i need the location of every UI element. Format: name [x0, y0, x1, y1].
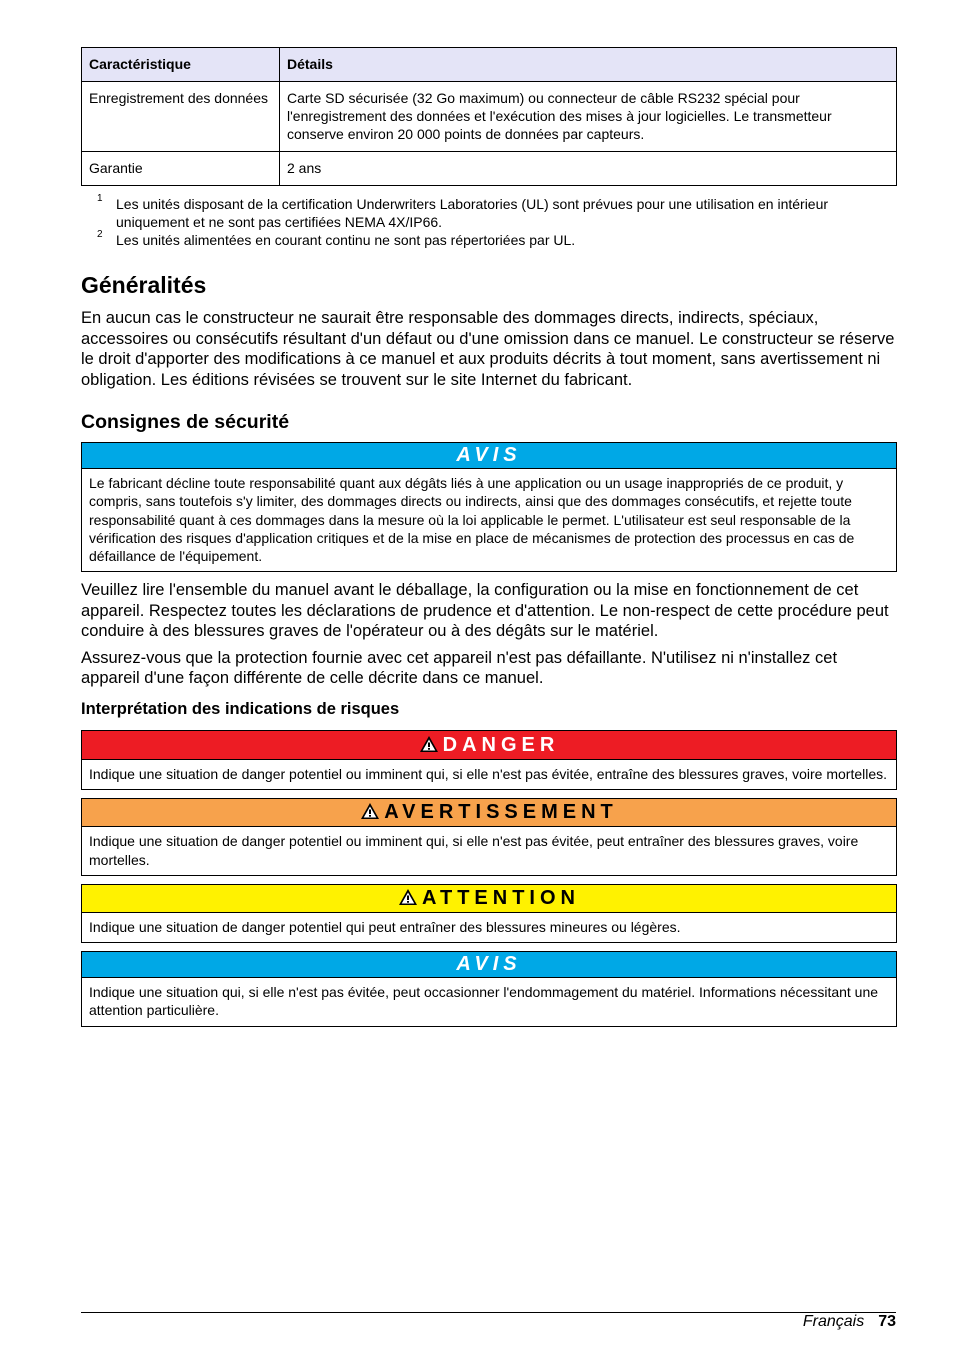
table-row [82, 82, 897, 152]
spec-table [81, 47, 897, 186]
warning-triangle-icon [419, 735, 439, 753]
footnote-text: Les unités disposant de la certification Underwriters Laboratories (UL) sont prévues pour une utilisation en intérieur uniquement et ne sont pas certifiées NEMA 4X/IP66. [116, 196, 829, 230]
table-cell-label: Garantie [82, 152, 280, 186]
table-cell-value: 2 ans [280, 152, 897, 186]
generalites-paragraph: En aucun cas le constructeur ne saurait être responsable des dommages directs, indirects, spéciaux, accessoires ou consécutifs résultant d'un défaut ou d'une omission dans ce manuel. Le constructeur se réserve le droit d'apporter des modifications à ce manuel et aux produits décrits à tout moment, sans avertissement ni obligation. Les éditions révisées se trouvent sur le site Internet du fabricant. [81, 309, 895, 389]
attention-label: ATTENTION [422, 886, 580, 909]
avis-definition-text: Indique une situation qui, si elle n'est pas évitée, peut occasionner l'endommagement du matériel. Informations nécessitant une attention particulière. [89, 984, 879, 1019]
avis-text: Le fabricant décline toute responsabilité quant aux dégâts liés à une application ou un usage inappropriés de ce produit, y compris, sans toutefois s'y limiter, des dommages directs ou indirects, ainsi que des dommages consécutifs, et rejette toute responsabilité quant à ces dommages dans la mesure où la loi applicable le permet. L'utilisateur est seul responsable de la vérification des risques d'application critiques et de la mise en place de mécanismes de protection des processus en cas de défaillance de l'équipement. [89, 475, 855, 565]
warning-triangle-icon [398, 888, 418, 906]
footnote-text: Les unités alimentées en courant continu ne sont pas répertoriées par UL. [116, 232, 576, 248]
warning-triangle-icon [360, 802, 380, 820]
footnote [81, 195, 896, 231]
attention-box [81, 884, 897, 943]
footnote-number: 2 [97, 229, 103, 240]
avis-header: AVIS [82, 443, 896, 469]
page-number: 73 [878, 1313, 896, 1330]
table-cell-value: Carte SD sécurisée (32 Go maximum) ou connecteur de câble RS232 spécial pour l'enregistrement des données et l'exécution des mises à jour logicielles. Le transmetteur conserve environ 20 000 points de données par capteurs. [280, 82, 897, 152]
avis-notice-box [81, 442, 897, 572]
avis-header: AVIS [82, 952, 896, 978]
page-footer [803, 1313, 896, 1331]
page-content [81, 47, 896, 1027]
danger-box [81, 730, 897, 790]
securite-paragraph-1: Veuillez lire l'ensemble du manuel avant le déballage, la configuration ou la mise en fonctionnement de cet appareil. Respectez toutes les déclarations de prudence et d'attention. Le non-respect de cette procédure peut conduire à des blessures graves de l'opérateur ou à des dégâts sur le matériel. [81, 581, 889, 641]
attention-header [82, 885, 896, 913]
table-cell-label: Enregistrement des données [82, 82, 280, 152]
warning-text: Indique une situation de danger potentiel ou imminent qui, si elle n'est pas évitée, peut entraîner des blessures graves, voire mortelles. [89, 833, 859, 868]
footnotes [81, 195, 896, 249]
table-header-cell: Caractéristique [82, 48, 280, 82]
section-title-generalites: Généralités [81, 272, 207, 298]
danger-text: Indique une situation de danger potentiel ou imminent qui, si elle n'est pas évitée, entraîne des blessures graves, voire mortelles. [89, 765, 888, 782]
table-row [82, 152, 897, 186]
table-header-cell: Détails [280, 48, 897, 82]
footnote-number: 1 [97, 193, 103, 204]
warning-box [81, 798, 897, 876]
section-title-securite: Consignes de sécurité [81, 411, 290, 433]
warning-header [82, 799, 896, 827]
footnote [81, 231, 896, 249]
attention-text: Indique une situation de danger potentiel qui peut entraîner des blessures mineures ou légères. [89, 918, 681, 935]
warning-label: AVERTISSEMENT [384, 801, 618, 824]
footer-divider [81, 1312, 896, 1313]
footer-language: Français [802, 1313, 865, 1330]
avis-definition-box [81, 951, 897, 1027]
danger-label: DANGER [442, 733, 560, 756]
danger-header [82, 731, 896, 760]
table-header-row [82, 48, 897, 82]
securite-paragraph-2: Assurez-vous que la protection fournie avec cet appareil n'est pas défaillante. N'utilisez ni n'installez cet appareil d'une façon différente de celle décrite dans ce manuel. [81, 648, 838, 688]
section-title-risques: Interprétation des indications de risques [81, 699, 400, 718]
